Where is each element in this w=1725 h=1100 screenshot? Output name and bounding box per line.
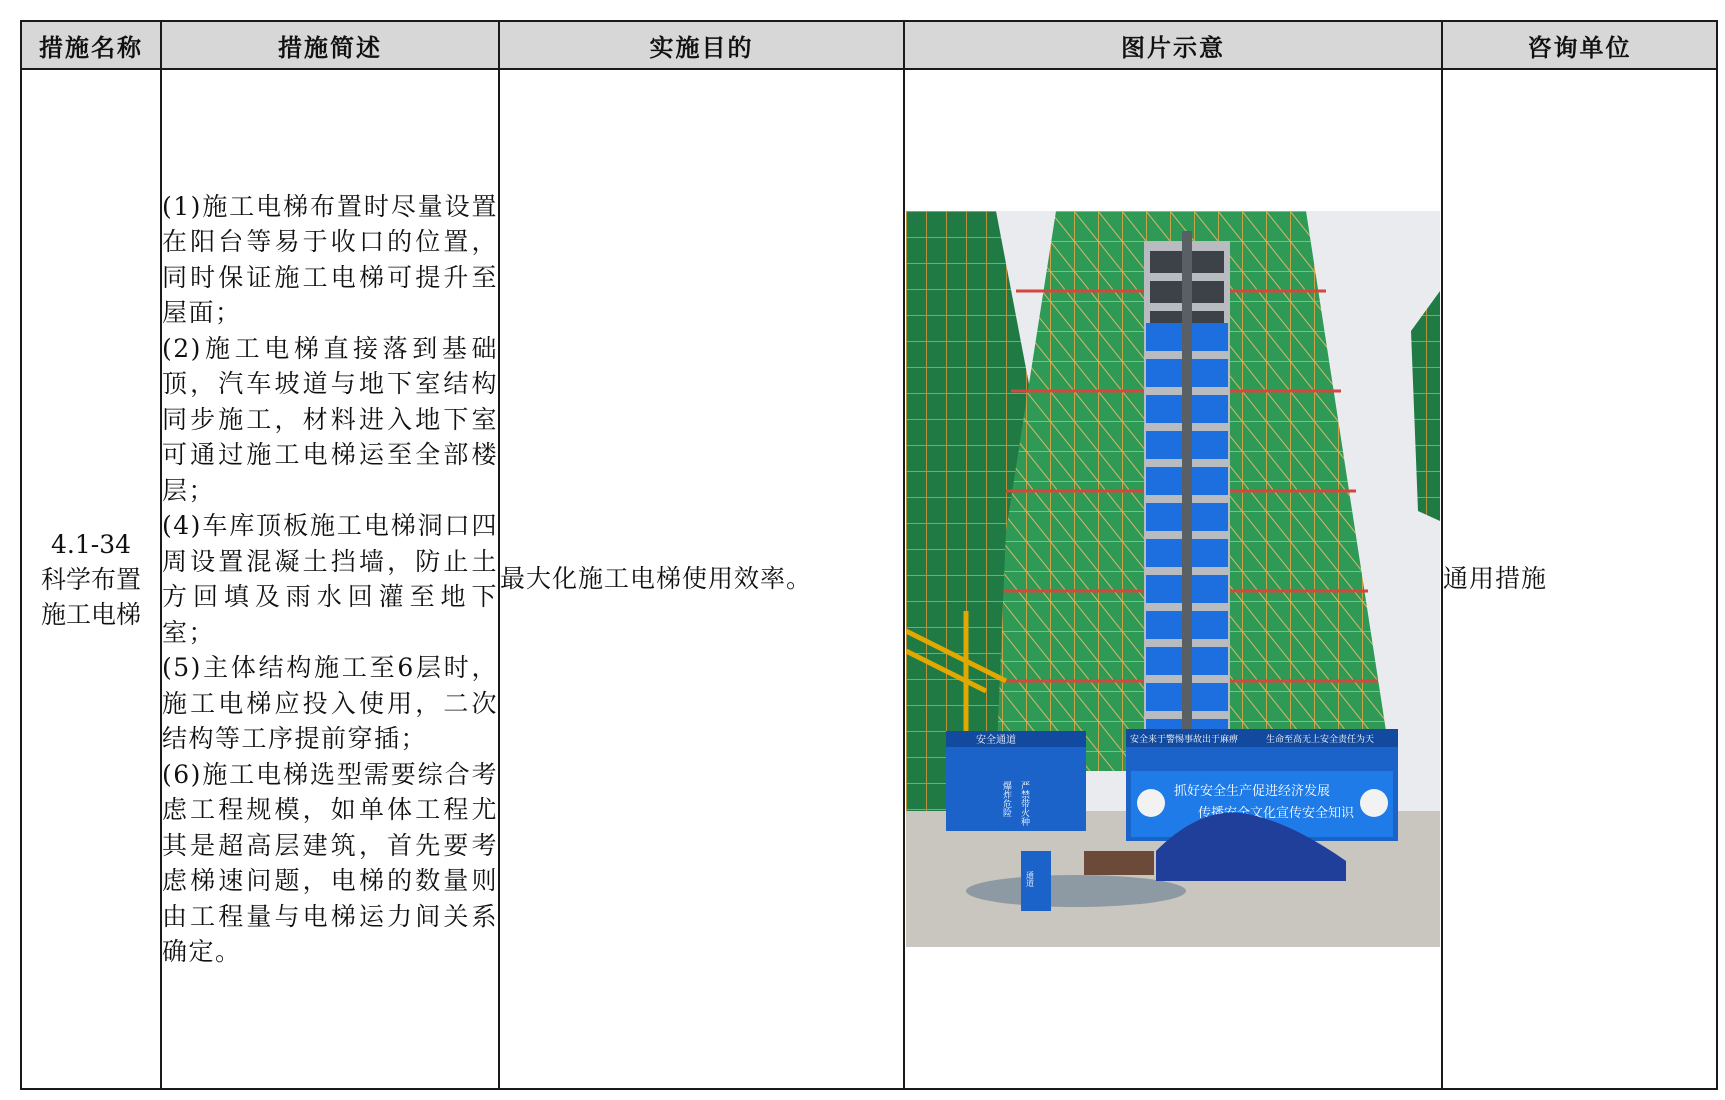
measures-table xyxy=(20,20,1718,1090)
measure-description-cell xyxy=(161,69,499,1089)
measure-code: 4.1-34 xyxy=(50,529,132,559)
description-item-2: (2)施工电梯直接落到基础顶，汽车坡道与地下室结构同步施工，材料进入地下室可通过施工电梯运至全部楼层； xyxy=(162,333,498,505)
purpose-cell: 最大化施工电梯使用效率。 xyxy=(499,69,904,1089)
banner-right-slogan: 生命至高无上安全责任为天 xyxy=(1266,735,1375,745)
header-measure-description: 措施简述 xyxy=(161,21,499,69)
left-booth-sign: 安全通道 xyxy=(976,735,1016,746)
construction-elevator-photo xyxy=(906,211,1440,947)
measure-name-cell xyxy=(21,69,161,1089)
board-slogan-1: 抓好安全生产促进经济发展 xyxy=(1174,784,1331,799)
small-post-label: 通道 xyxy=(1025,871,1035,887)
left-booth-panel-1: 爆炸危险 xyxy=(1001,781,1011,817)
consulting-unit-cell: 通用措施 xyxy=(1442,69,1717,1089)
description-item-4: (4)车库顶板施工电梯洞口四周设置混凝土挡墙，防止土方回填及雨水回灌至地下室； xyxy=(162,511,498,647)
rebar-pile xyxy=(1084,851,1154,875)
mascot-right-icon xyxy=(1360,789,1388,817)
elevator-mast xyxy=(1182,231,1192,761)
description-item-6: (6)施工电梯选型需要综合考虑工程规模，如单体工程尤其是超高层建筑，首先要考虑梯速问题，电梯的数量则由工程量与电梯运力间关系确定。 xyxy=(162,759,498,966)
header-purpose: 实施目的 xyxy=(499,21,904,69)
board-slogan-2: 传播安全文化宣传安全知识 xyxy=(1198,806,1355,821)
left-booth-panel-2: 严禁带火种 xyxy=(1019,781,1029,826)
measure-title-line-2: 施工电梯 xyxy=(40,599,141,629)
banner-left-slogan: 安全来于警惕事故出于麻痹 xyxy=(1130,735,1239,745)
header-image: 图片示意 xyxy=(904,21,1442,69)
description-item-1: (1)施工电梯布置时尽量设置在阳台等易于收口的位置，同时保证施工电梯可提升至屋面； xyxy=(162,191,498,327)
table-row xyxy=(21,69,1717,1089)
mascot-left-icon xyxy=(1137,789,1165,817)
header-measure-name: 措施名称 xyxy=(21,21,161,69)
table-header-row xyxy=(21,21,1717,69)
measure-title-line-1: 科学布置 xyxy=(40,564,141,594)
description-item-5: (5)主体结构施工至6层时，施工电梯应投入使用，二次结构等工序提前穿插； xyxy=(162,653,498,753)
image-cell xyxy=(904,69,1442,1089)
header-consulting-unit: 咨询单位 xyxy=(1442,21,1717,69)
puddle xyxy=(966,875,1186,907)
